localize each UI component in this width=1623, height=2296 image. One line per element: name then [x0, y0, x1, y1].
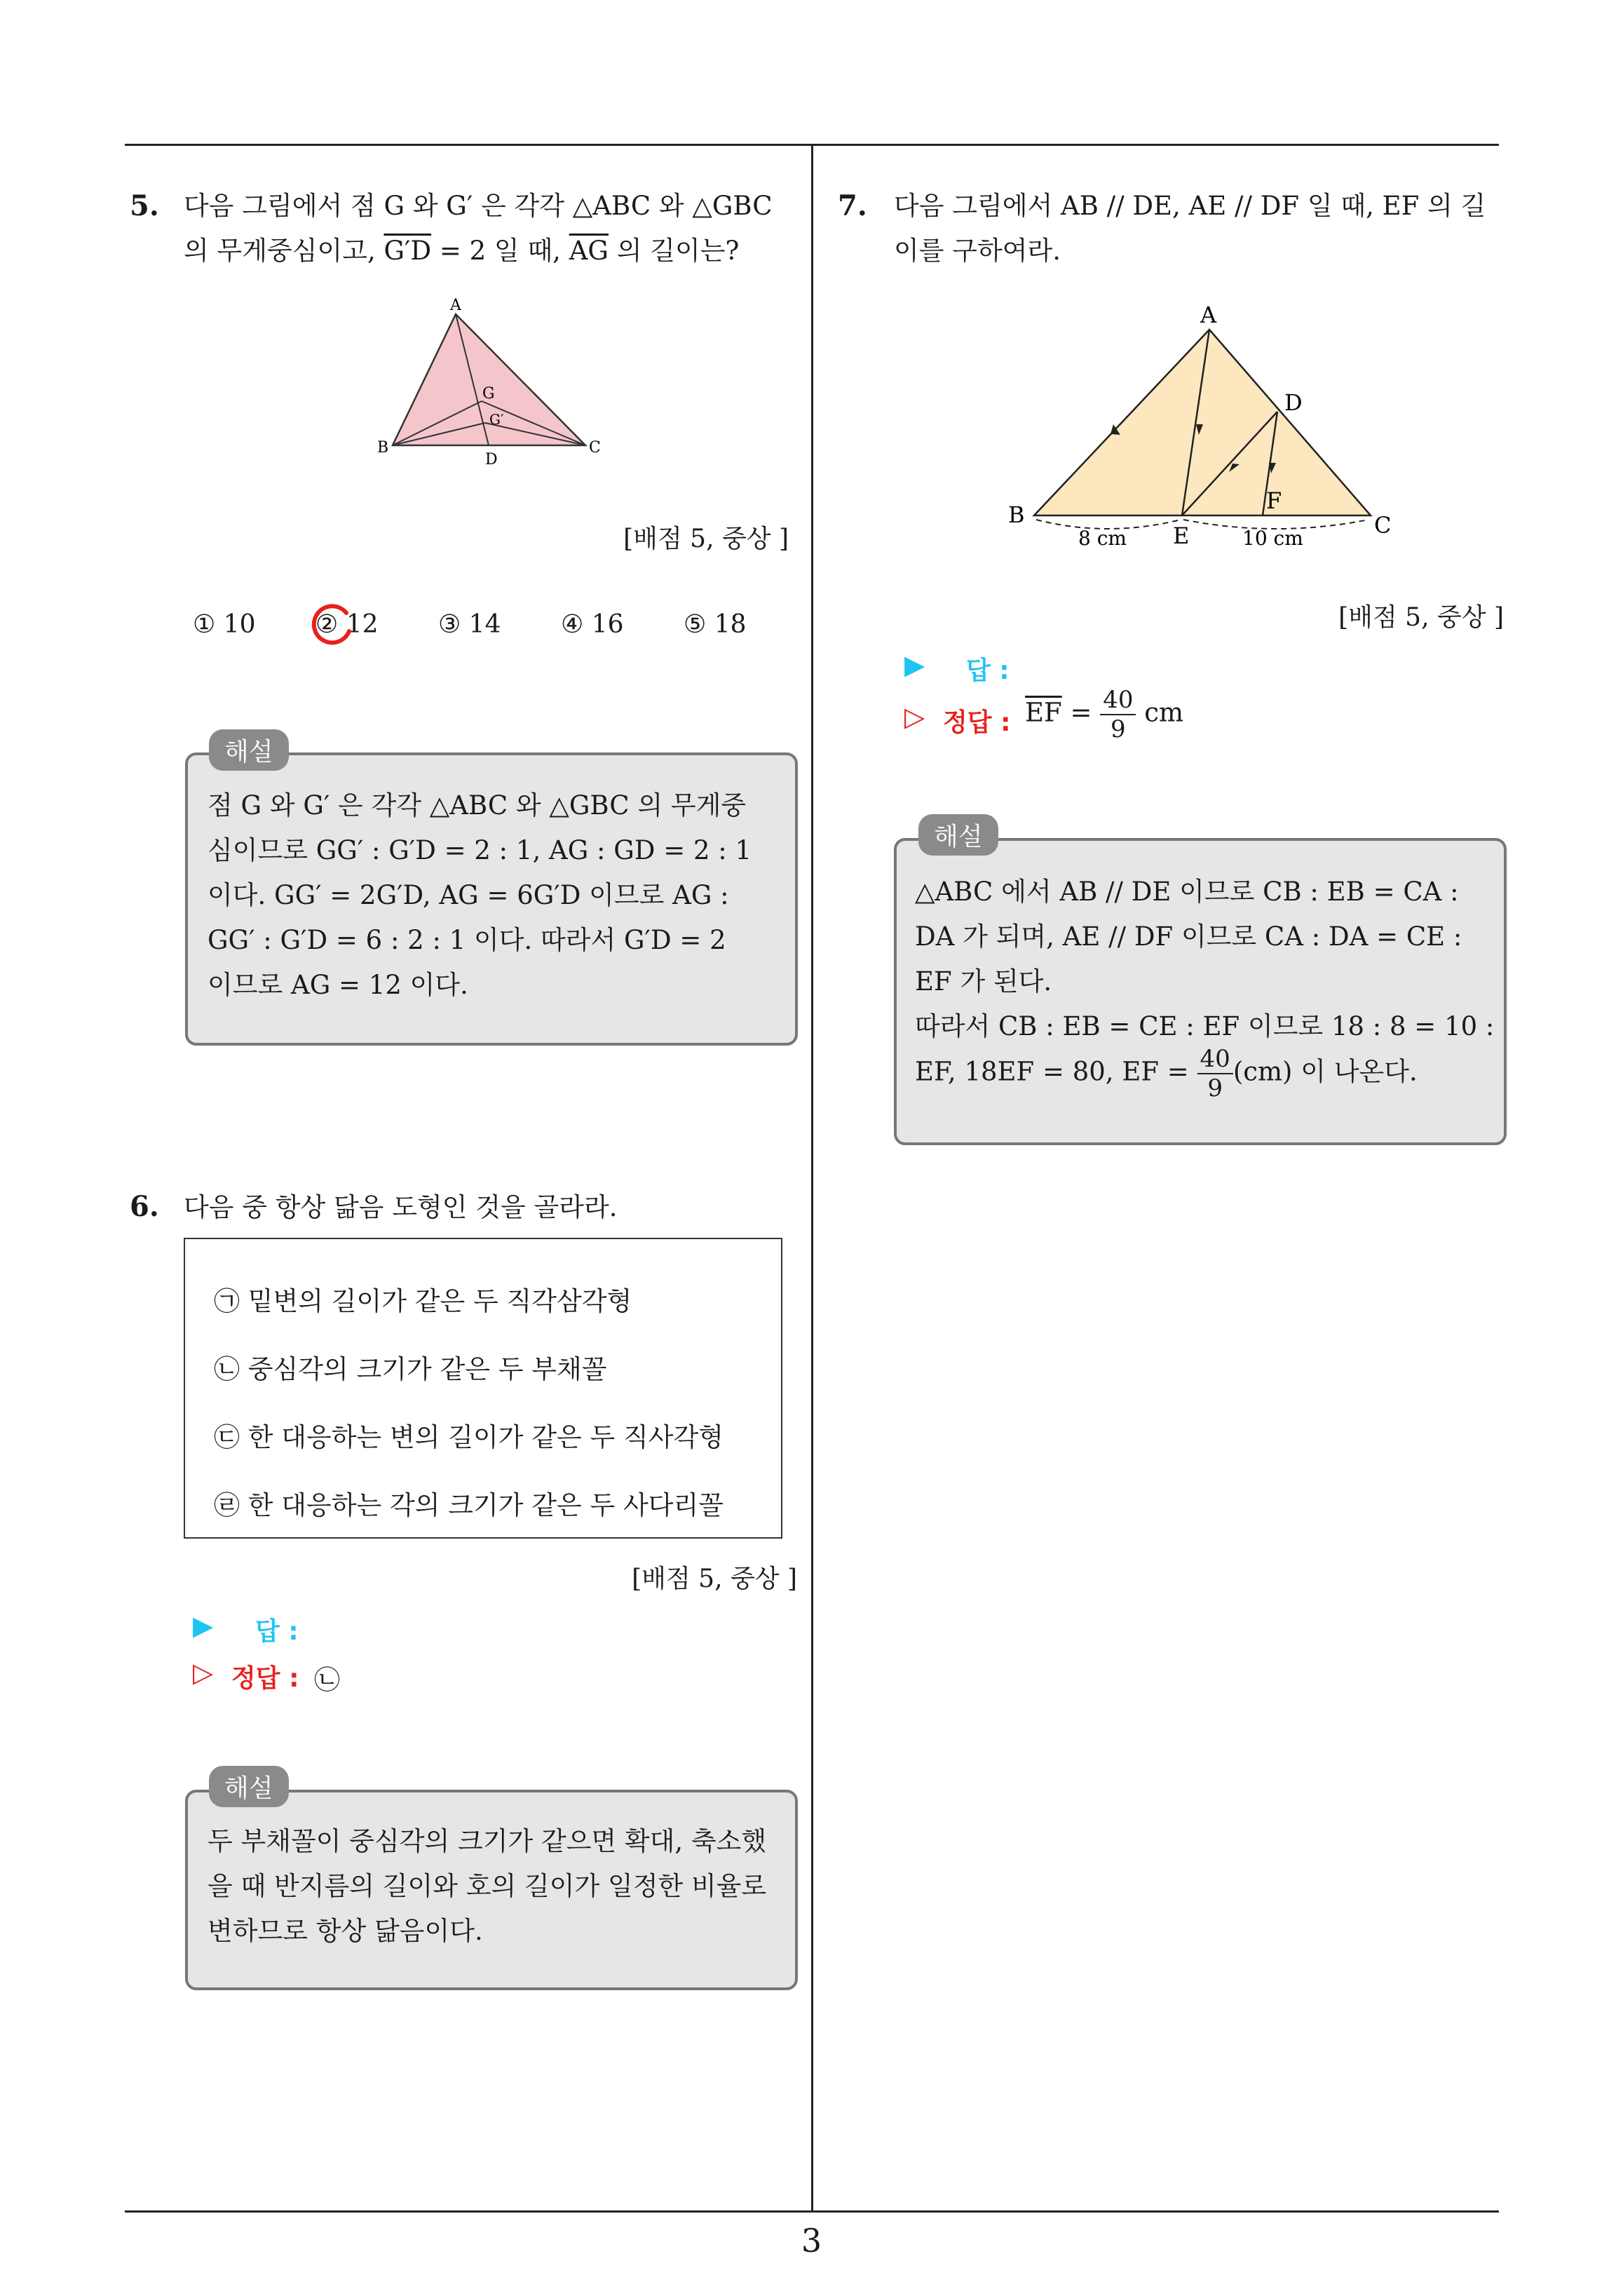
q7-score: [배점 5, 중상 ]	[1338, 603, 1504, 632]
q6-option-1: ㉠ 밑변의 길이가 같은 두 직각삼각형	[214, 1286, 632, 1316]
q6-correct-label: 정답 :	[231, 1664, 299, 1693]
q6-answer-label: 답 :	[255, 1617, 299, 1646]
q7-label-A: A	[1200, 302, 1217, 328]
q5-triangle-figure	[372, 295, 610, 470]
q6-explanation-tab: 해설	[209, 1766, 289, 1807]
page-number: 3	[801, 2222, 822, 2260]
q5-selected-circle-mark	[307, 600, 356, 649]
bottom-rule	[125, 2210, 1499, 2213]
q6-expl-line-2: 을 때 반지름의 길이와 호의 길이가 일정한 비율로	[208, 1871, 767, 1901]
q5-expl-line-2: 심이므로 GG′ : G′D = 2 : 1, AG : GD = 2 : 1	[208, 835, 752, 865]
q5-choice-5[interactable]: ⑤ 18	[684, 610, 747, 639]
q7-label-C: C	[1374, 512, 1392, 539]
q7-number: 7.	[838, 189, 867, 222]
q7-line2: 이를 구하여라.	[894, 236, 1061, 266]
q6-correct-arrow-icon: ▷	[193, 1657, 214, 1688]
q6-answer-arrow-icon: ▶	[193, 1610, 214, 1641]
q6-expl-line-3: 변하므로 항상 닮음이다.	[208, 1916, 483, 1946]
q7-answer-label: 답 :	[966, 656, 1010, 685]
q7-line1: 다음 그림에서 AB // DE, AE // DF 일 때, EF 의 길	[894, 191, 1486, 221]
q5-number: 5.	[130, 189, 159, 222]
q5-label-G: G	[482, 385, 495, 403]
q6-correct-value: ㉡	[314, 1665, 340, 1695]
q5-line1: 다음 그림에서 점 G 와 G′ 은 각각 △ABC 와 △GBC	[184, 191, 773, 221]
q5-expl-line-1: 점 G 와 G′ 은 각각 △ABC 와 △GBC 의 무게중	[208, 790, 747, 821]
q5-explanation-tab: 해설	[209, 729, 289, 771]
q7-expl-line-4: 따라서 CB : EB = CE : EF 이므로 18 : 8 = 10 :	[915, 1011, 1495, 1041]
q5-expl-line-5: 이므로 AG = 12 이다.	[208, 970, 468, 1000]
q7-correct-label: 정답 :	[943, 708, 1011, 737]
q7-answer-arrow-icon: ▶	[904, 649, 925, 680]
q5-label-Gprime: G′	[489, 411, 504, 428]
q6-number: 6.	[130, 1190, 159, 1223]
q7-expl-line-3: EF 가 된다.	[915, 966, 1052, 997]
q5-label-B: B	[377, 439, 389, 457]
q7-correct-arrow-icon: ▷	[904, 701, 925, 732]
q5-line2: 의 무게중심이고, G′D = 2 일 때, $\overline{AG}$ 의 길이는?	[184, 236, 740, 266]
q6-score: [배점 5, 중상 ]	[632, 1565, 797, 1593]
q6-option-3: ㉢ 한 대응하는 변의 길이가 같은 두 직사각형	[214, 1422, 724, 1452]
q7-label-F: F	[1266, 487, 1282, 514]
q7-explanation-tab: 해설	[918, 814, 998, 856]
q5-choice-4[interactable]: ④ 16	[561, 610, 624, 639]
q5-label-C: C	[589, 439, 601, 457]
q6-option-4: ㉣ 한 대응하는 각의 크기가 같은 두 사다리꼴	[214, 1490, 724, 1520]
q7-correct-value: $\overline{EF}$ = $\frac{40}{9}$ cm	[1025, 686, 1184, 743]
q6-expl-line-1: 두 부채꼴이 중심각의 크기가 같으면 확대, 축소했	[208, 1826, 767, 1856]
q5-expl-line-4: GG′ : G′D = 6 : 2 : 1 이다. 따라서 G′D = 2	[208, 925, 726, 955]
q7-triangle-figure	[996, 291, 1402, 558]
q5-label-D: D	[485, 451, 498, 468]
q7-label-D: D	[1284, 389, 1303, 416]
q7-label-8cm: 8 cm	[1078, 527, 1127, 550]
q7-label-E: E	[1173, 522, 1190, 549]
q5-expl-line-3: 이다. GG′ = 2G′D, AG = 6G′D 이므로 AG :	[208, 880, 729, 910]
q7-expl-line-5: EF, 18EF = 80, EF = $\frac{40}{9}$ (cm) 이 나온다.	[915, 1045, 1418, 1102]
q7-label-B: B	[1008, 501, 1025, 528]
q5-choice-3[interactable]: ③ 14	[438, 610, 501, 639]
q5-choice-1[interactable]: ① 10	[193, 610, 256, 639]
q7-expl-line-2: DA 가 되며, AE // DF 이므로 CA : DA = CE :	[915, 921, 1462, 952]
q5-choice-2[interactable]: ② 12	[315, 610, 379, 639]
q6-option-2: ㉡ 중심각의 크기가 같은 두 부채꼴	[214, 1354, 607, 1384]
q7-expl-line-1: △ABC 에서 AB // DE 이므로 CB : EB = CA :	[915, 877, 1459, 907]
q5-label-A: A	[450, 297, 461, 314]
column-divider	[811, 144, 813, 2213]
q7-label-10cm: 10 cm	[1242, 527, 1303, 550]
q5-score: [배점 5, 중상 ]	[623, 525, 789, 553]
q6-question: 다음 중 항상 닮음 도형인 것을 골라라.	[184, 1192, 618, 1222]
